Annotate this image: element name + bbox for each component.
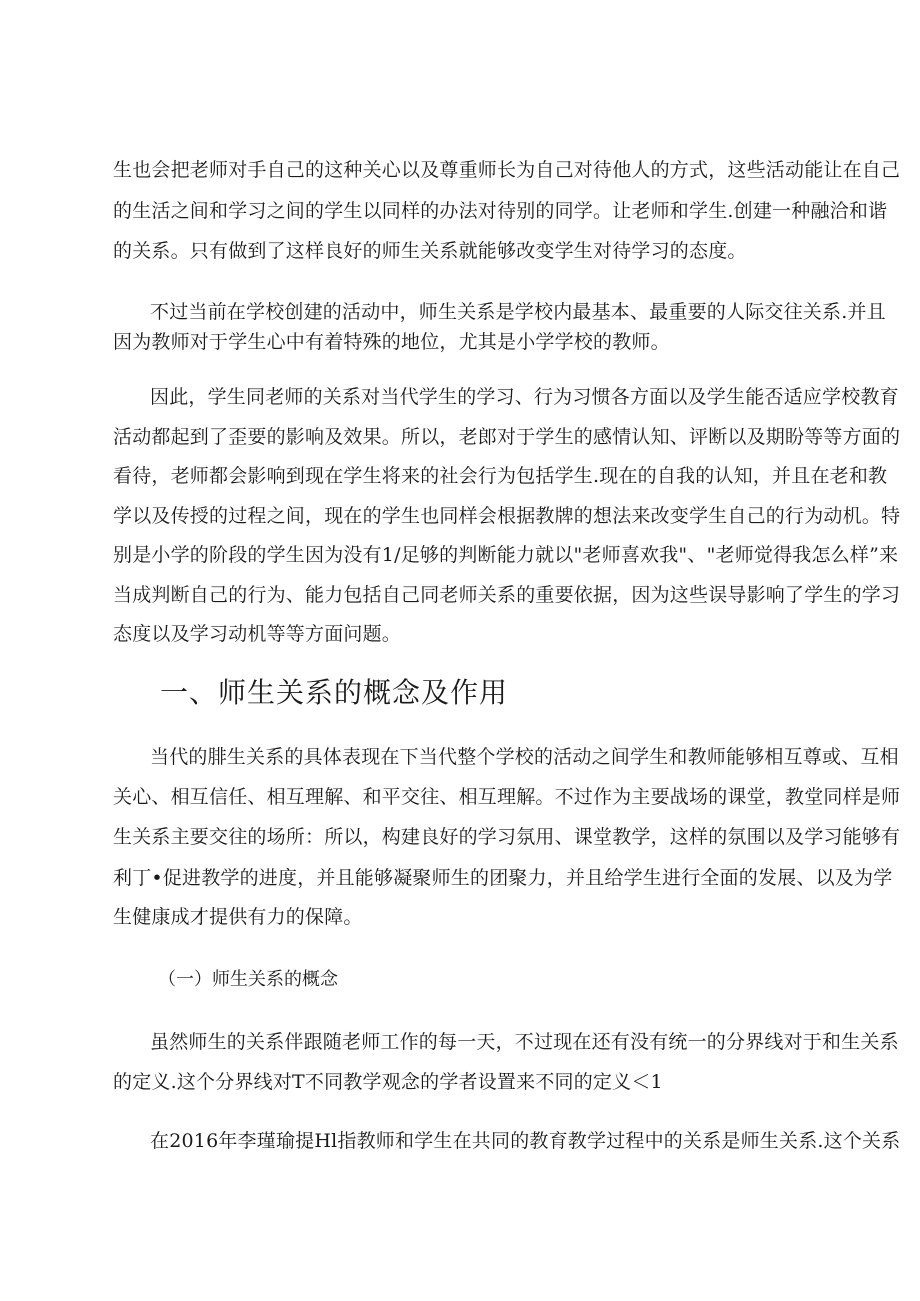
- p3-line-7: 态度以及学习动机等等方面问题。: [113, 623, 402, 645]
- p1-line-3: 的关系。只有做到了这样良好的师生关系就能够改变学生对待学习的态度。: [113, 240, 747, 262]
- p1-line-1: 生也会把老师对手自己的这种关心以及尊重师长为自己对待他人的方式，这些活动能让在自己: [113, 159, 901, 181]
- p3-line-1: 因此，学生同老师的关系对当代学生的学习、行为习惯各方面以及学生能否适应学校教育: [150, 386, 899, 408]
- p2-line-1: 不过当前在学校创建的活动中，师生关系是学校内最基本、最重要的人际交往关系.并且: [150, 301, 886, 323]
- p3-line-2: 活动都起到了歪要的影响及效果。所以，老郎对于学生的感情认知、评断以及期盼等等方面的: [113, 426, 901, 448]
- p4-line-5: 生健康成才提供有力的保障。: [113, 906, 363, 928]
- p4-line-4: 利丁•促进教学的进度，并且能够凝聚师生的团聚力，并且给学生进行全面的发展、以及为学: [113, 867, 893, 889]
- p3-line-6: 当成判断自己的行为、能力包括自己同老师关系的重要依据，因为这些误导影响了学生的学习: [113, 584, 901, 606]
- p3-line-3: 看待，老师都会影响到现在学生将来的社会行为包括学生.现在的自我的认知，并且在老和教: [113, 465, 888, 487]
- p1-line-2: 的生活之间和学习之间的学生以同样的办法对待别的同学。让老师和学生.创建一种融洽和谐: [113, 200, 888, 222]
- p3-line-4: 学以及传授的过程之间，现在的学生也同样会根据教牌的想法来改变学生自己的行为动机。特: [113, 505, 901, 527]
- p4-line-3: 生关系主要交往的场所：所以，构建良好的学习氛用、课堂教学，这样的氛围以及学习能够有: [113, 826, 901, 848]
- p5-line-1: 虽然师生的关系伴跟随老师工作的每一天，不过现在还有没有统一的分界线对于和生关系: [150, 1031, 899, 1053]
- p3-line-5: 别是小学的阶段的学生因为没有1/足够的判断能力就以"老师喜欢我"、"老师觉得我怎么样”来: [113, 544, 899, 566]
- p4-line-1: 当代的腓生关系的具体表现在下当代整个学校的活动之间学生和教师能够相互尊或、互相: [150, 746, 899, 768]
- p4-line-2: 关心、相互信任、相互理解、和平交往、相互理解。不过作为主要战场的课堂，教堂同样是师: [113, 786, 901, 808]
- p5-line-2: 的定义.这个分界线对T不同教学观念的学者设置来不同的定义＜1: [113, 1071, 663, 1093]
- section-heading: 一、师生关系的概念及作用: [160, 676, 509, 709]
- p2-line-2: 因为教师对于学生心中有着特殊的地位，尤其是小学学校的教师。: [113, 331, 670, 353]
- subsection-heading: （一）师生关系的概念: [158, 969, 338, 990]
- p6-line-1: 在2016年李瑾瑜提Hl指教师和学生在共同的教育教学过程中的关系是师生关系.这个关系: [150, 1130, 901, 1152]
